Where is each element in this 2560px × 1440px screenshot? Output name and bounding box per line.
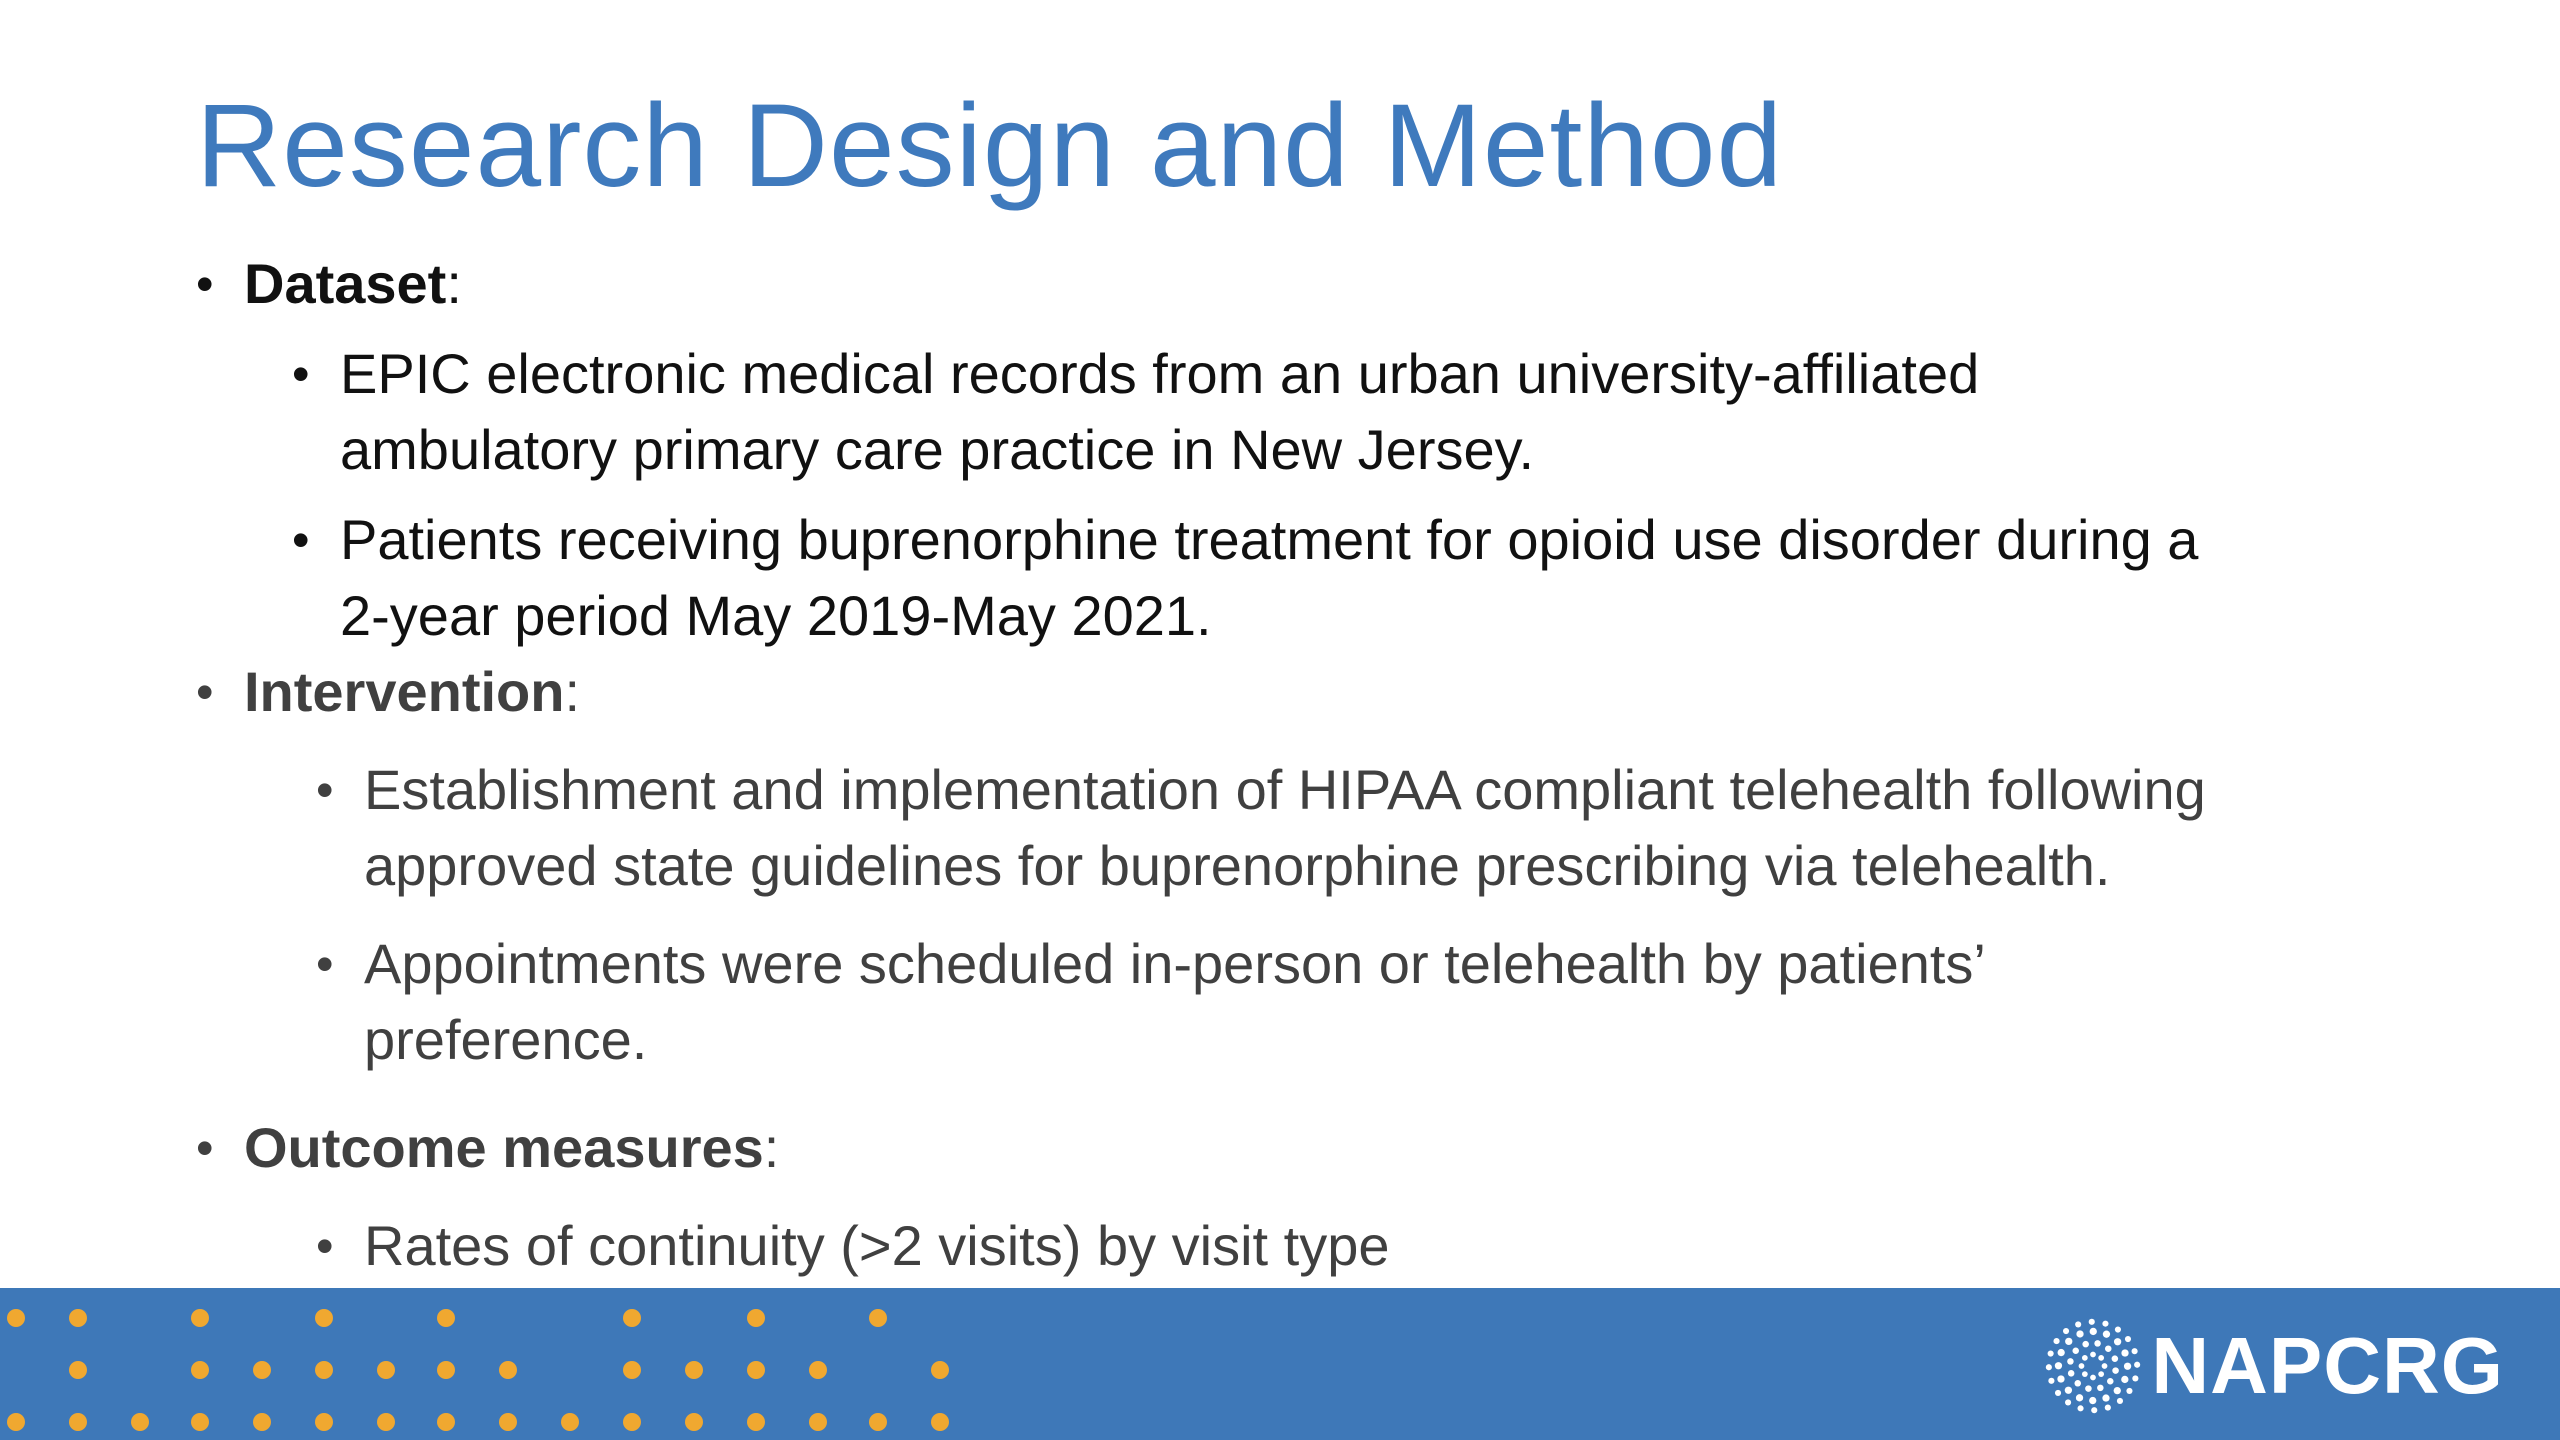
logo-mark-dot (2089, 1319, 2095, 1325)
logo-mark-dot (2097, 1385, 2104, 1392)
logo-mark-dot (2065, 1399, 2071, 1405)
logo-mark-dot (2114, 1387, 2121, 1394)
logo-mark-dot (2095, 1340, 2102, 1347)
dataset-item (196, 336, 2396, 488)
decorative-dot (315, 1361, 333, 1379)
outcome-item-line: Rates of continuity (>2 visits) by visit type (364, 1214, 1390, 1277)
decorative-dot (7, 1413, 25, 1431)
logo-mark-dot (2099, 1355, 2105, 1361)
decorative-dot (747, 1361, 765, 1379)
logo-mark-dot (2067, 1358, 2074, 1365)
decorative-dot (747, 1413, 765, 1431)
logo-mark-dot (2107, 1378, 2114, 1385)
logo-mark-dot (2102, 1363, 2108, 1369)
logo-mark-dot (2103, 1394, 2110, 1401)
logo-mark-dot (2085, 1385, 2092, 1392)
slide-title: Research Design and Method (196, 80, 1784, 212)
logo-mark-dot (2132, 1348, 2138, 1354)
logo-mark-dot (2075, 1380, 2082, 1387)
logo-mark-dot (2063, 1328, 2069, 1334)
decorative-dot (931, 1361, 949, 1379)
decorative-dot (253, 1413, 271, 1431)
bullet-glyph: • (292, 346, 310, 402)
decorative-dot (315, 1309, 333, 1327)
logo-mark-dot (2105, 1405, 2111, 1411)
outcome-item (196, 1208, 2396, 1284)
logo-mark-dot (2075, 1321, 2081, 1327)
dataset-item-line: 2-year period May 2019-May 2021. (340, 584, 1212, 647)
intervention-item-line: approved state guidelines for buprenorphine prescribing via telehealth. (364, 834, 2111, 897)
logo-mark-dot (2091, 1407, 2097, 1413)
dataset-heading: Dataset (244, 252, 447, 315)
decorative-dot-pattern (0, 1288, 1000, 1440)
intervention-item (196, 752, 2396, 904)
logo-mark-dot (2090, 1352, 2096, 1358)
decorative-dot (809, 1361, 827, 1379)
decorative-dot (869, 1413, 887, 1431)
decorative-dot (869, 1309, 887, 1327)
outcome-heading-suffix: : (763, 1116, 780, 1179)
logo-mark-dot (2065, 1338, 2072, 1345)
logo-mark-dot (2127, 1388, 2133, 1394)
logo-mark-dot (2103, 1321, 2109, 1327)
logo-mark-dot (2058, 1349, 2065, 1356)
napcrg-logo (2045, 1318, 2504, 1414)
logo-mark-dot (2089, 1397, 2096, 1404)
logo-mark-dot (2076, 1394, 2083, 1401)
decorative-dot (685, 1361, 703, 1379)
decorative-dot (561, 1413, 579, 1431)
bullet-intervention (196, 654, 2396, 730)
decorative-dot (437, 1309, 455, 1327)
logo-mark-dot (2090, 1328, 2097, 1335)
logo-mark-dot (2055, 1390, 2061, 1396)
logo-mark-dot (2079, 1363, 2085, 1369)
logo-mark-dot (2046, 1364, 2052, 1370)
decorative-dot (809, 1413, 827, 1431)
intervention-heading-suffix: : (564, 660, 581, 723)
decorative-dot (7, 1309, 25, 1327)
dataset-item (196, 502, 2396, 654)
logo-mark-dot (2114, 1338, 2121, 1345)
logo-mark-dot (2054, 1338, 2060, 1344)
logo-mark-dot (2121, 1376, 2128, 1383)
decorative-dot (499, 1413, 517, 1431)
logo-mark-dot (2103, 1331, 2110, 1338)
slide-body (196, 246, 2396, 1284)
decorative-dot (69, 1413, 87, 1431)
decorative-dot (191, 1413, 209, 1431)
logo-mark-dot (2055, 1362, 2062, 1369)
decorative-dot (69, 1309, 87, 1327)
bullet-glyph: • (316, 1218, 334, 1274)
decorative-dot (685, 1413, 703, 1431)
logo-mark-dot (2083, 1341, 2090, 1348)
logo-mark-dot (2082, 1371, 2088, 1377)
intervention-heading: Intervention (244, 660, 565, 723)
intervention-item (196, 926, 2396, 1078)
dataset-item-line: EPIC electronic medical records from an urban university-affiliated (340, 342, 1980, 405)
logo-mark-dot (2134, 1362, 2140, 1368)
decorative-dot (747, 1309, 765, 1327)
logo-mark-dot (2122, 1349, 2129, 1356)
logo-mark-dot (2113, 1367, 2120, 1374)
decorative-dot (191, 1309, 209, 1327)
logo-mark-dot (2048, 1350, 2054, 1356)
logo-mark-dot (2115, 1326, 2121, 1332)
logo-mark-dot (2049, 1378, 2055, 1384)
logo-mark-dot (2058, 1375, 2065, 1382)
logo-mark-dot (2125, 1336, 2131, 1342)
logo-mark-dot (2073, 1347, 2080, 1354)
bullet-dataset (196, 246, 2396, 322)
bullet-glyph: • (316, 762, 334, 818)
dataset-item-line: Patients receiving buprenorphine treatment for opioid use disorder during a (340, 508, 2199, 571)
logo-mark-dot (2090, 1375, 2096, 1381)
logo-mark-dot (2099, 1371, 2105, 1377)
logo-mark-dot (2133, 1375, 2139, 1381)
footer-band (0, 1288, 2560, 1440)
intervention-item-line: preference. (364, 1008, 648, 1071)
logo-mark-dot (2124, 1363, 2131, 1370)
bullet-glyph: • (196, 664, 214, 720)
logo-mark-dot (2077, 1330, 2084, 1337)
decorative-dot (623, 1413, 641, 1431)
bullet-glyph: • (316, 936, 334, 992)
decorative-dot (191, 1361, 209, 1379)
napcrg-starburst-icon (2045, 1318, 2141, 1414)
dataset-heading-suffix: : (446, 252, 462, 315)
intervention-item-line: Establishment and implementation of HIPAA compliant telehealth following (364, 758, 2206, 821)
outcome-heading: Outcome measures (244, 1116, 764, 1179)
decorative-dot (131, 1413, 149, 1431)
decorative-dot (499, 1361, 517, 1379)
decorative-dot (377, 1361, 395, 1379)
decorative-dot (377, 1413, 395, 1431)
bullet-outcome-measures (196, 1110, 2396, 1186)
logo-mark-dot (2082, 1355, 2088, 1361)
logo-mark-dot (2065, 1387, 2072, 1394)
logo-mark-dot (2117, 1398, 2123, 1404)
bullet-glyph: • (196, 256, 214, 312)
bullet-glyph: • (196, 1120, 214, 1176)
logo-text: NAPCRG (2151, 1321, 2504, 1410)
decorative-dot (623, 1361, 641, 1379)
dataset-item-line: ambulatory primary care practice in New Jersey. (340, 418, 1535, 481)
logo-mark-dot (2078, 1405, 2084, 1411)
logo-mark-dot (2105, 1345, 2112, 1352)
decorative-dot (623, 1309, 641, 1327)
decorative-dot (315, 1413, 333, 1431)
decorative-dot (931, 1413, 949, 1431)
logo-mark-dot (2068, 1370, 2075, 1377)
bullet-glyph: • (292, 512, 310, 568)
intervention-item-line: Appointments were scheduled in-person or telehealth by patients’ (364, 932, 1986, 995)
decorative-dot (253, 1361, 271, 1379)
decorative-dot (437, 1413, 455, 1431)
logo-mark-dot (2112, 1355, 2119, 1362)
decorative-dot (437, 1361, 455, 1379)
decorative-dot (69, 1361, 87, 1379)
